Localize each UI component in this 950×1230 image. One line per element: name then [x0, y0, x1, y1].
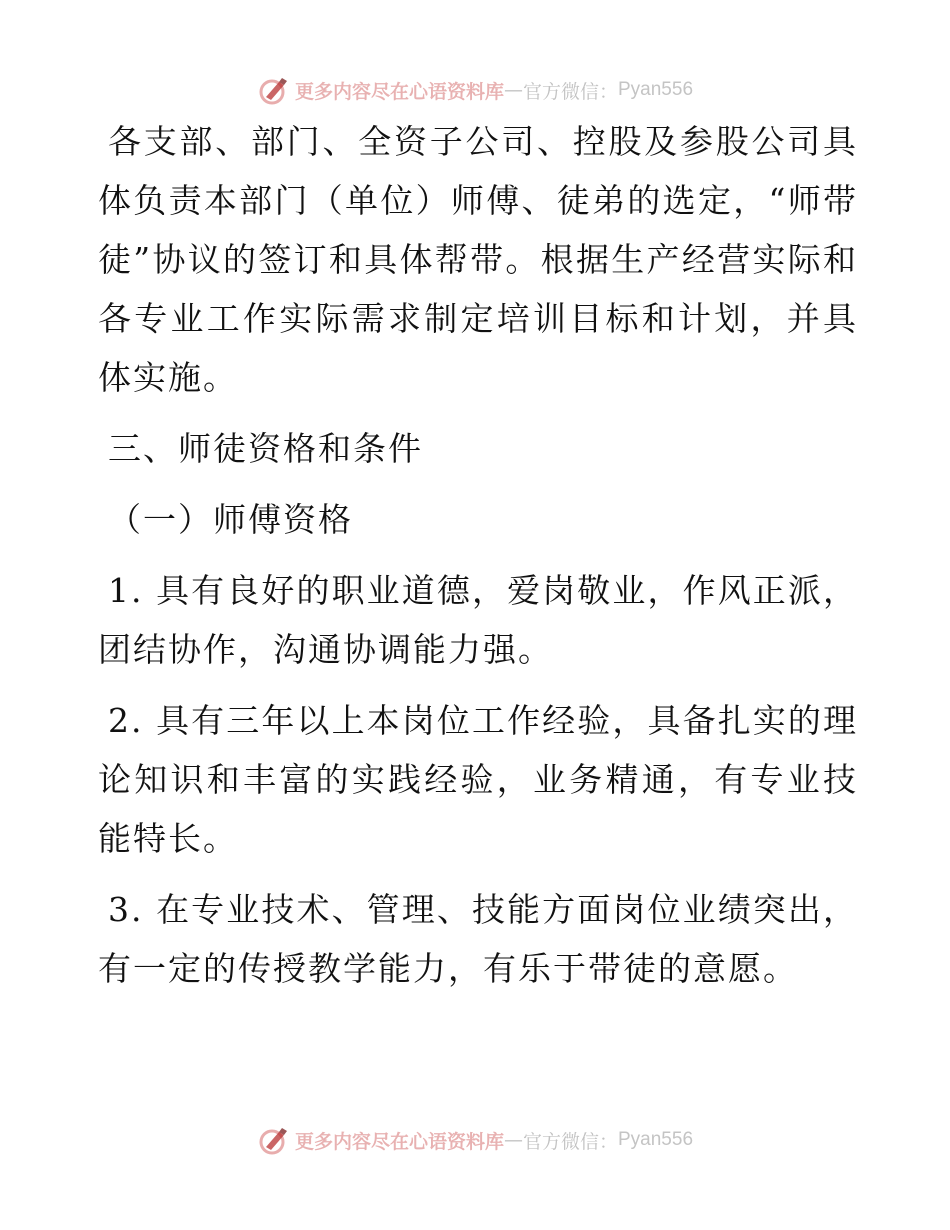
- watermark-wechat-id: Pyan556: [618, 1129, 694, 1150]
- pen-logo-icon: [257, 73, 291, 107]
- footer-watermark: [0, 1120, 950, 1160]
- pen-logo-icon: [257, 1123, 291, 1157]
- section-heading-qualifications: 三、师徒资格和条件: [108, 429, 423, 468]
- watermark-label: 官方微信：: [522, 80, 618, 103]
- header-watermark: [0, 70, 950, 110]
- watermark-brand: 更多内容尽在心语资料库: [294, 80, 504, 103]
- watermark-brand: 更多内容尽在心语资料库: [294, 1130, 504, 1153]
- watermark-label: 官方微信：: [522, 1130, 618, 1153]
- paragraph-responsibility: 各支部、部门、全资子公司、控股及参股公司具体负责本部门（单位）师傅、徒弟的选定，“师带徒”协议的签订和具体帮带。根据生产经营实际和各专业工作实际需求制定培训目标和计划，并具体实施。: [98, 122, 858, 397]
- list-item-1: 1. 具有良好的职业道德，爱岗敬业，作风正派，团结协作，沟通协调能力强。: [98, 571, 858, 669]
- list-item-2: 2. 具有三年以上本岗位工作经验，具备扎实的理论知识和丰富的实践经验，业务精通，有专业技能特长。: [98, 701, 858, 858]
- subsection-heading-mentor: （一）师傅资格: [108, 500, 353, 539]
- document-body: [98, 112, 858, 1010]
- watermark-wechat-id: Pyan556: [618, 79, 694, 100]
- watermark-separator: —: [503, 79, 523, 101]
- watermark-separator: —: [503, 1129, 523, 1151]
- list-item-3: 3. 在专业技术、管理、技能方面岗位业绩突出，有一定的传授教学能力，有乐于带徒的意愿。: [98, 890, 858, 988]
